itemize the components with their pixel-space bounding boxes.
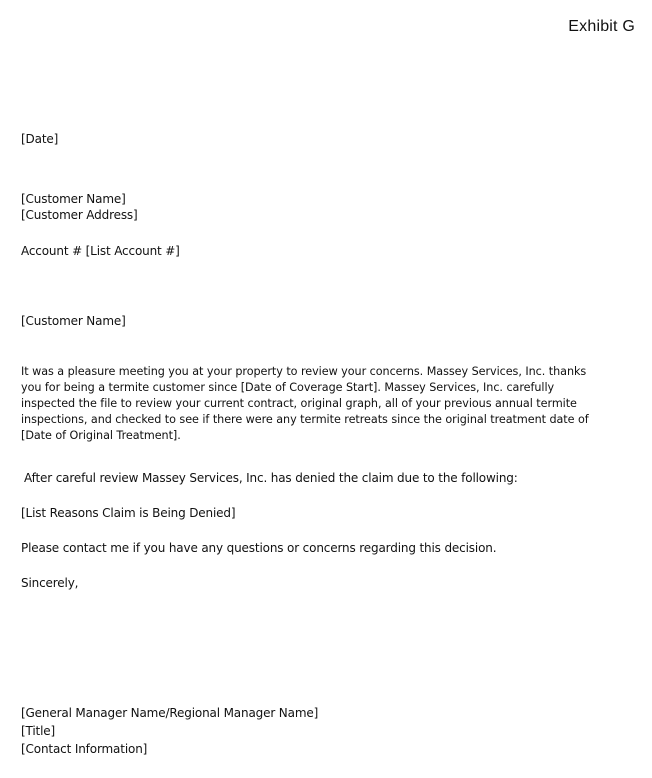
- closing: Sincerely,: [21, 576, 79, 590]
- body-paragraph-line: [Date of Original Treatment].: [21, 429, 181, 442]
- denial-reasons: [List Reasons Claim is Being Denied]: [21, 506, 236, 520]
- signer-contact: [Contact Information]: [21, 742, 148, 756]
- signer-title: [Title]: [21, 724, 56, 738]
- denial-statement: After careful review Massey Services, Inc. has denied the claim due to the following:: [24, 471, 518, 485]
- signer-name: [General Manager Name/Regional Manager Name]: [21, 706, 319, 720]
- body-paragraph-line: you for being a termite customer since [Date of Coverage Start]. Massey Services, Inc. carefully: [21, 381, 555, 394]
- body-paragraph-line: inspected the file to review your current contract, original graph, all of your previous annual termite: [21, 397, 577, 410]
- account-number: Account # [List Account #]: [21, 244, 180, 258]
- date-placeholder: [Date]: [21, 132, 59, 146]
- salutation: [Customer Name]: [21, 314, 126, 328]
- contact-request: Please contact me if you have any questions or concerns regarding this decision.: [21, 541, 497, 555]
- recipient-name: [Customer Name]: [21, 192, 126, 206]
- exhibit-label: Exhibit G: [568, 18, 635, 35]
- body-paragraph-line: inspections, and checked to see if there were any termite retreats since the original treatment date of: [21, 413, 589, 426]
- body-paragraph-line: It was a pleasure meeting you at your property to review your concerns. Massey Services, Inc. thanks: [21, 365, 587, 378]
- body-paragraph: [21, 364, 621, 444]
- recipient-address: [Customer Address]: [21, 208, 138, 222]
